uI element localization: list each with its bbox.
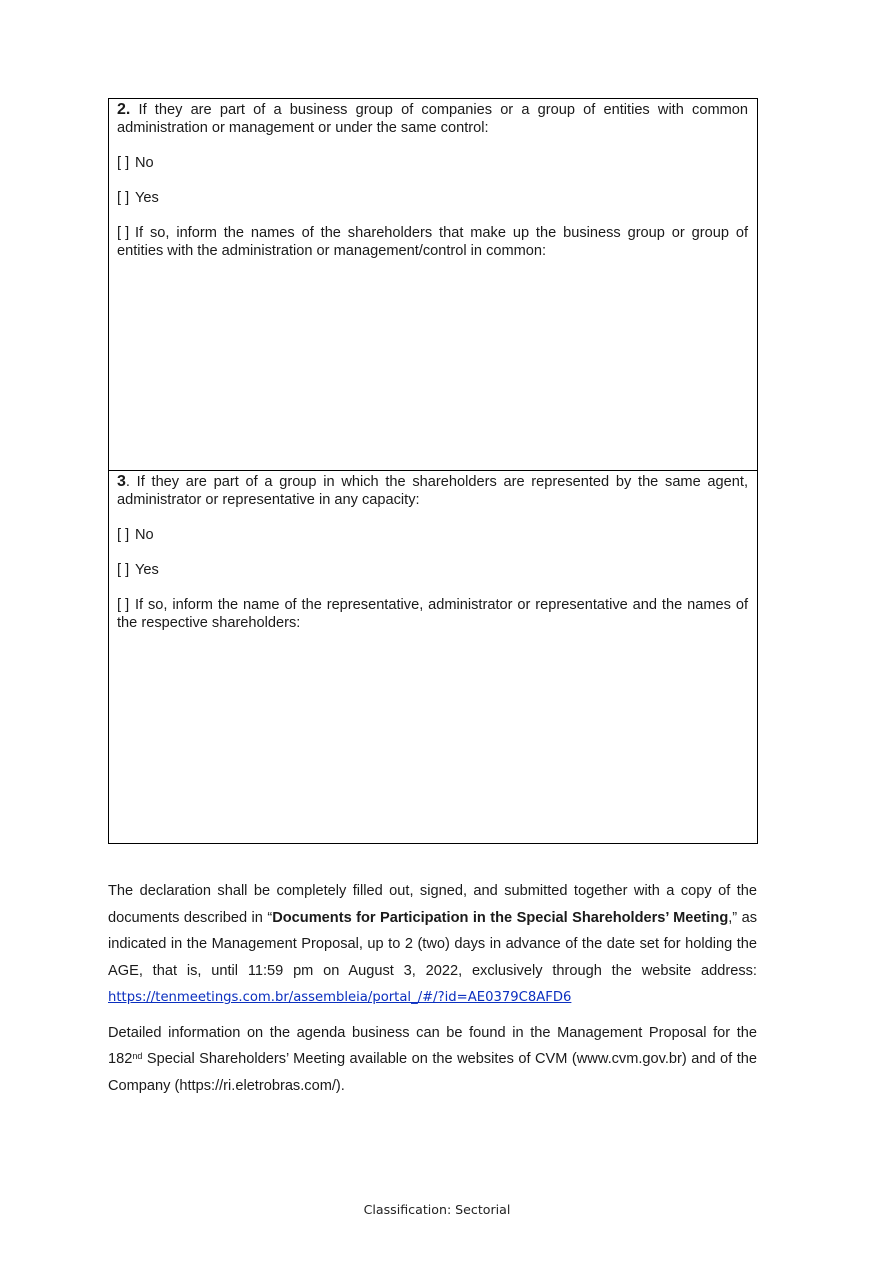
q2-checkbox-if-so[interactable]: [ ] <box>117 225 130 241</box>
agenda-info-paragraph: Detailed information on the agenda business can be found in the Management Proposal for the 182nd Special Shareholders’ Meeting available on the websites of CVM (www.cvm.gov.br) and of the Company (https://ri.eletrobras.com/). <box>108 1024 757 1094</box>
q2-option-if-so[interactable]: [ ] If so, inform the names of the shareholders that make up the business group or group of entities with the administration or management/control in common: <box>117 225 748 259</box>
declaration-form-table <box>108 98 758 844</box>
documents-section-reference: Documents for Participation in the Special Shareholders’ Meeting <box>272 909 729 926</box>
classification-footer: Classification: Sectorial <box>363 1202 511 1217</box>
q3-option-no[interactable]: [ ] No <box>117 527 154 543</box>
q3-option-if-so[interactable]: [ ] If so, inform the name of the representative, administrator or representative and the names of the respective shareholders: <box>117 597 748 631</box>
question-2-cell <box>109 99 757 471</box>
q2-option-yes[interactable]: [ ] Yes <box>117 190 159 206</box>
question-3-cell <box>109 471 757 843</box>
q2-option-no[interactable]: [ ] No <box>117 155 154 171</box>
body-text <box>108 878 757 1099</box>
meeting-portal-link[interactable]: https://tenmeetings.com.br/assembleia/portal_/#/?id=AE0379C8AFD6 <box>108 990 572 1005</box>
question-2-number: 2. <box>117 101 131 118</box>
q3-checkbox-if-so[interactable]: [ ] <box>117 597 130 613</box>
q2-checkbox-no[interactable]: [ ] <box>117 155 130 171</box>
q3-checkbox-yes[interactable]: [ ] <box>117 562 130 578</box>
question-2-text: 2. If they are part of a business group of companies or a group of entities with common administration or management or under the same control: <box>117 101 748 136</box>
question-3-text: 3. If they are part of a group in which the shareholders are represented by the same agent, administrator or representative in any capacity: <box>117 473 748 508</box>
question-3-number: 3 <box>117 473 126 490</box>
q3-option-yes[interactable]: [ ] Yes <box>117 562 159 578</box>
submission-paragraph: The declaration shall be completely filled out, signed, and submitted together with a copy of the documents described in “Documents for Participation in the Special Shareholders’ Meeting,” as indicated in the Management Proposal, up to 2 (two) days in advance of the date set for holding the AGE, that is, until 11:59 pm on August 3, 2022, exclusively through the website address: https://tenmeetings.com.br/assembleia/portal_/#/?id=AE0379C8AFD6 <box>108 883 758 1005</box>
q2-checkbox-yes[interactable]: [ ] <box>117 190 130 206</box>
q3-checkbox-no[interactable]: [ ] <box>117 527 130 543</box>
